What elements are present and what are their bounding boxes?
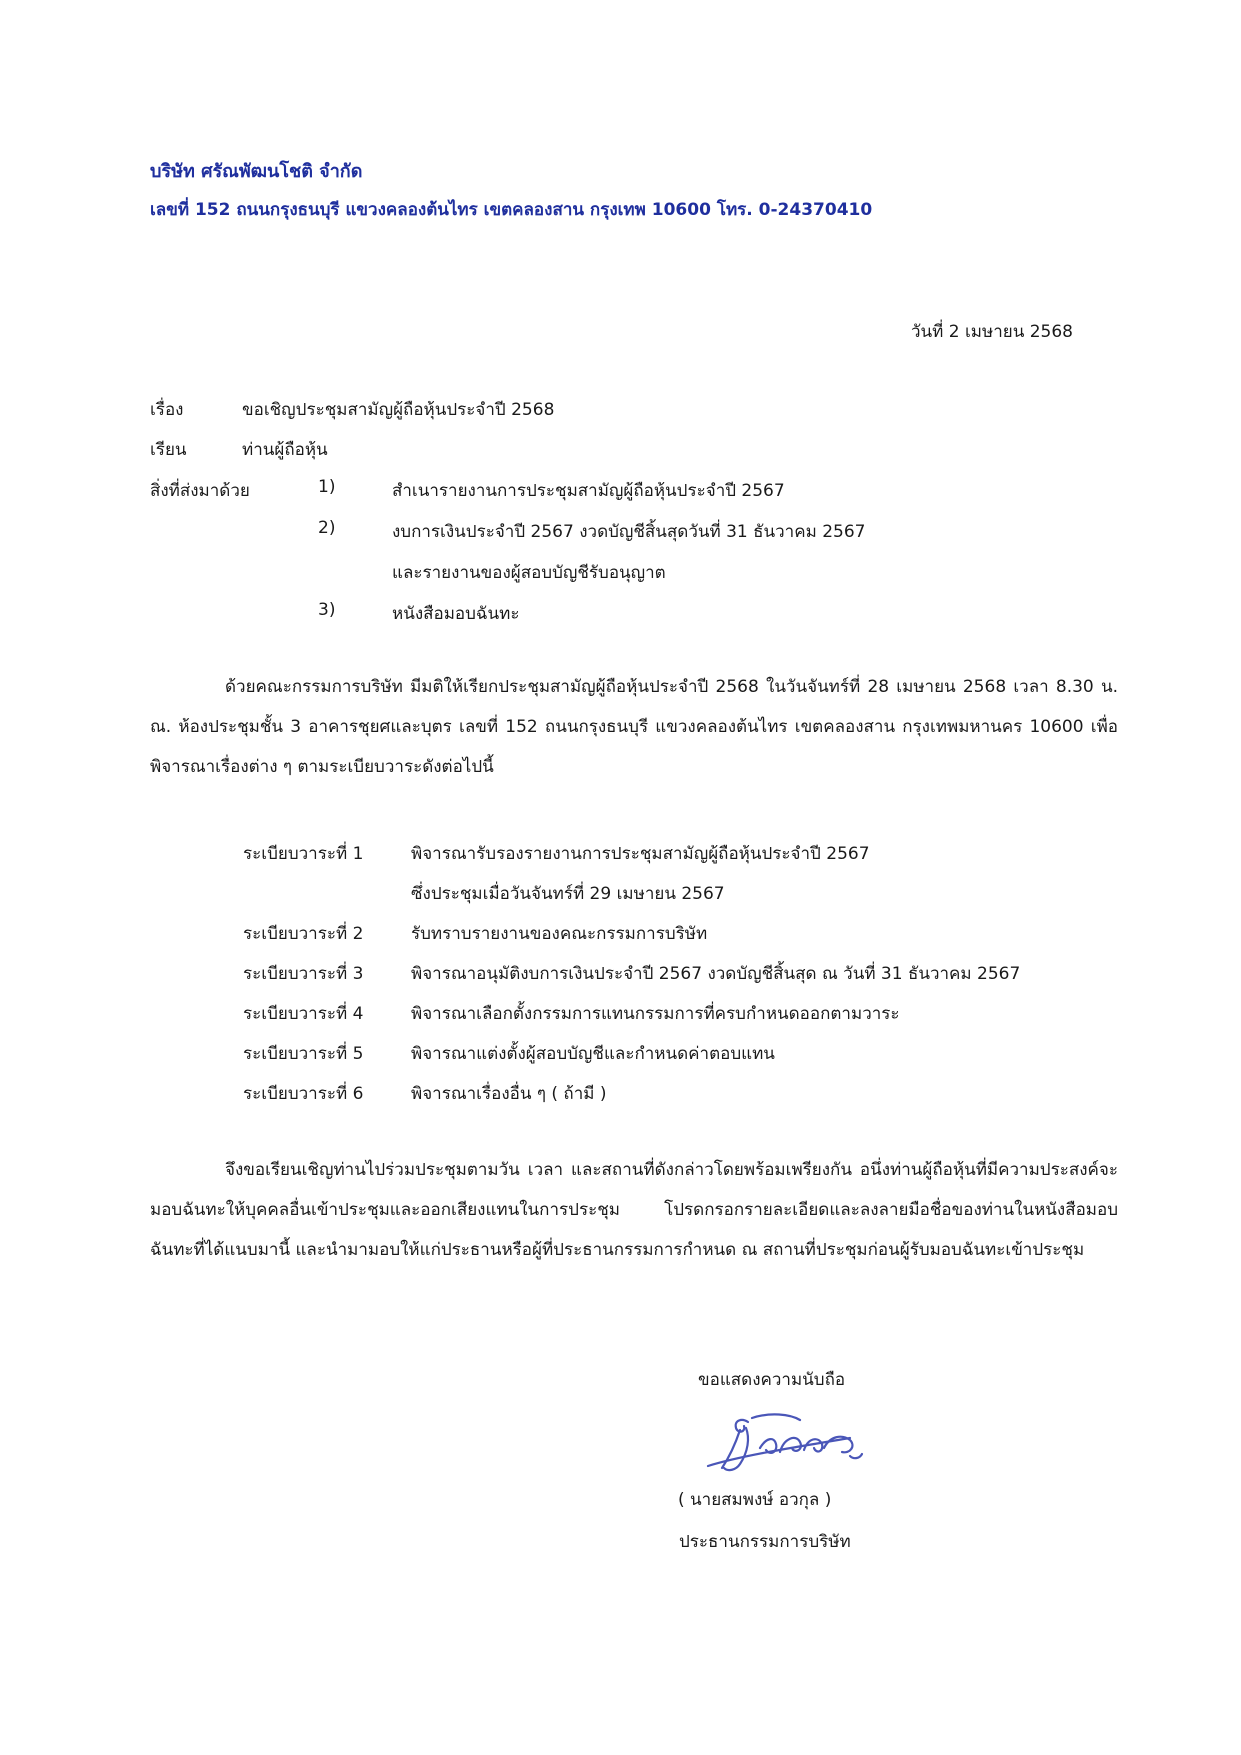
agenda-item-label: ระเบียบวาระที่ 2 — [243, 924, 364, 944]
agenda-item-text: พิจารณาเลือกตั้งกรรมการแทนกรรมการที่ครบกำหนดออกตามวาระ — [411, 1004, 900, 1024]
enclosures-label: สิ่งที่ส่งมาด้วย — [150, 481, 250, 501]
agenda-item-text: รับทราบรายงานของคณะกรรมการบริษัท — [411, 924, 708, 944]
agenda-item-label: ระเบียบวาระที่ 5 — [243, 1044, 364, 1064]
subject-value: ขอเชิญประชุมสามัญผู้ถือหุ้นประจำปี 2568 — [242, 400, 555, 420]
letter-date: วันที่ 2 เมษายน 2568 — [910, 322, 1073, 342]
agenda-item-label: ระเบียบวาระที่ 4 — [243, 1004, 364, 1024]
recipient-label: เรียน — [150, 440, 187, 460]
agenda-item-text: พิจารณาเรื่องอื่น ๆ ( ถ้ามี ) — [411, 1084, 607, 1104]
enclosure-text-continued: และรายงานของผู้สอบบัญชีรับอนุญาต — [392, 563, 666, 583]
closing-paragraph-text: จึงขอเรียนเชิญท่านไปร่วมประชุมตามวัน เวลา และสถานที่ดังกล่าวโดยพร้อมเพรียงกัน อนึ่งท่านผู้ถือหุ้นที่มีความประสงค์จะมอบฉันทะให้บุคคลอื่นเข้าประชุมและออกเสียงแทนในการประชุม โปรดกรอกรายละเอียดและลงลายมือชื่อของท่านในหนังสือมอบฉันทะที่ได้แนบมานี้ และนำมามอบให้แก่ประธานหรือผู้ที่ประธานกรรมการกำหนด ณ สถานที่ประชุมก่อนผู้รับมอบฉันทะเข้าประชุม — [150, 1160, 1118, 1260]
agenda-item-text: พิจารณารับรองรายงานการประชุมสามัญผู้ถือหุ้นประจำปี 2567 — [411, 844, 870, 864]
intro-paragraph-text: ด้วยคณะกรรมการบริษัท มีมติให้เรียกประชุมสามัญผู้ถือหุ้นประจำปี 2568 ในวันจันทร์ที่ 28 เมษายน 2568 เวลา 8.30 น. ณ. ห้องประชุมชั้น 3 อาคารชุยศและบุตร เลขที่ 152 ถนนกรุงธนบุรี แขวงคลองต้นไทร เขตคลองสาน กรุงเทพมหานคร 10600 เพื่อพิจารณาเรื่องต่าง ๆ ตามระเบียบวาระดังต่อไปนี้ — [150, 677, 1118, 777]
signature-image — [700, 1408, 870, 1480]
enclosure-text: หนังสือมอบฉันทะ — [392, 604, 520, 624]
enclosure-number: 3) — [318, 600, 336, 620]
agenda-item-label: ระเบียบวาระที่ 1 — [243, 844, 364, 864]
enclosure-number: 1) — [318, 477, 336, 497]
intro-paragraph — [150, 667, 1118, 787]
agenda-item-label: ระเบียบวาระที่ 3 — [243, 964, 364, 984]
agenda-item-text: พิจารณาแต่งตั้งผู้สอบบัญชีและกำหนดค่าตอบแทน — [411, 1044, 775, 1064]
enclosure-number: 2) — [318, 518, 336, 538]
agenda-item-label: ระเบียบวาระที่ 6 — [243, 1084, 364, 1104]
company-address: เลขที่ 152 ถนนกรุงธนบุรี แขวงคลองต้นไทร เขตคลองสาน กรุงเทพ 10600 โทร. 0-24370410 — [150, 200, 873, 220]
signer-position: ประธานกรรมการบริษัท — [679, 1532, 851, 1552]
recipient-value: ท่านผู้ถือหุ้น — [242, 440, 328, 460]
enclosure-text: งบการเงินประจำปี 2567 งวดบัญชีสิ้นสุดวันที่ 31 ธันวาคม 2567 — [392, 522, 866, 542]
enclosure-text: สำเนารายงานการประชุมสามัญผู้ถือหุ้นประจำปี 2567 — [392, 481, 785, 501]
closing-paragraph — [150, 1150, 1118, 1270]
subject-label: เรื่อง — [150, 400, 184, 420]
signer-name: ( นายสมพงษ์ อวกุล ) — [678, 1490, 832, 1510]
agenda-item-text: พิจารณาอนุมัติงบการเงินประจำปี 2567 งวดบัญชีสิ้นสุด ณ วันที่ 31 ธันวาคม 2567 — [411, 964, 1021, 984]
company-name: บริษัท ศรัณพัฒนโชติ จำกัด — [150, 161, 363, 182]
sign-off: ขอแสดงความนับถือ — [698, 1370, 846, 1390]
agenda-item-text-continued: ซึ่งประชุมเมื่อวันจันทร์ที่ 29 เมษายน 2567 — [411, 884, 725, 904]
